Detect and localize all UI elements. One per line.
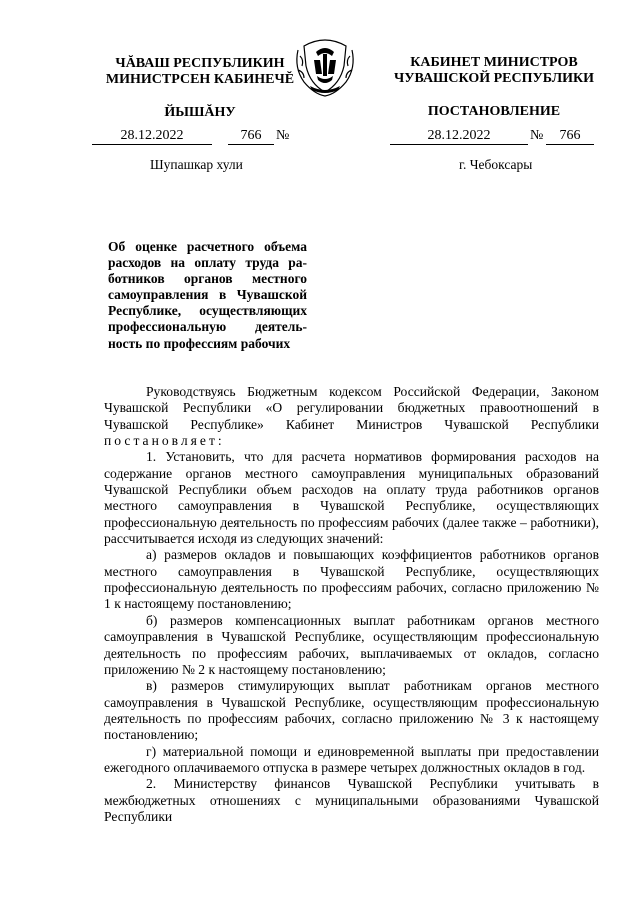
title-line: профессиональную деятель- <box>108 319 307 335</box>
header-left-line2: МИНИСТРСЕН КАБИНЕЧĔ <box>105 72 295 87</box>
title-line: ботников органов местного <box>108 271 307 287</box>
paragraph-1b: б) размеров компенсационных выплат работникам органов местного самоуправления в Чувашской Республике, осуществляющим профессиональную деятельность по профессиям рабочих, выплачиваемых от окладов, согласно приложению № 2 к настоящему постановлению; <box>104 612 599 677</box>
place-left: Шупашкар хули <box>150 157 243 172</box>
chuvash-coat-of-arms-icon <box>290 30 360 100</box>
title-line: расходов на оплату труда ра- <box>108 255 307 271</box>
header-left <box>80 56 320 121</box>
place-right: г. Чебоксары <box>459 157 533 172</box>
header-right-line2: ЧУВАШСКОЙ РЕСПУБЛИКИ <box>393 71 595 86</box>
number-right: 766 <box>546 128 594 145</box>
paragraph-1c: в) размеров стимулирующих выплат работникам органов местного самоуправления в Чувашской Республике, осуществляющим профессиональную деятельность по профессиям рабочих, согласно приложению № 3 к настоящему постановлению; <box>104 678 599 743</box>
date-line-left <box>92 128 312 146</box>
header-right-doc-type: ПОСТАНОВЛЕНИЕ <box>427 104 561 119</box>
header-left-doc-type: ЙЫШĂНУ <box>164 105 236 120</box>
date-left: 28.12.2022 <box>92 128 212 145</box>
resolves-word: постановляет: <box>104 433 225 449</box>
paragraph-1d: г) материальной помощи и единовременной выплаты при предоставлении ежегодного оплачиваемого отпуска в размере четырех должностных окладов в год. <box>104 743 599 775</box>
number-left: 766 <box>228 128 274 145</box>
intro-paragraph <box>104 384 599 449</box>
paragraph-1a: а) размеров окладов и повышающих коэффициентов работников органов местного самоуправления в Чувашской Республике, осуществляющих профессиональную деятельность по профессиям рабочих, согласно приложению № 1 к настоящему постановлению; <box>104 547 599 612</box>
intro-text: Руководствуясь Бюджетным кодексом Российской Федерации, Законом Чувашской Республики «О регулировании бюджетных правоотношений в Чувашской Республике» Кабинет Министров Чувашской Республики <box>104 384 599 432</box>
paragraph-1: 1. Установить, что для расчета нормативов формирования расходов на содержание органов местного самоуправления муниципальных образований Чувашской Республики объем расходов на оплату труда работников органов местного самоуправления в Чувашской Республике, осуществляющих профессиональную деятельность по профессиям рабочих (далее также – работники), рассчитывается исходя из следующих значений: <box>104 449 599 547</box>
title-line: самоуправления в Чувашской <box>108 287 307 303</box>
header-right-line1: КАБИНЕТ МИНИСТРОВ <box>410 55 578 70</box>
paragraph-2: 2. Министерству финансов Чувашской Республики учитывать в межбюджетных отношениях с муниципальными образованиями Чувашской Республики <box>104 776 599 824</box>
header-right <box>376 55 612 120</box>
date-right: 28.12.2022 <box>390 128 528 145</box>
number-sign-right: № <box>530 128 544 143</box>
number-sign-left: № <box>276 128 290 143</box>
header-left-line1: ЧĂВАШ РЕСПУБЛИКИН <box>115 56 285 71</box>
document-title <box>108 239 307 352</box>
title-line: Республике, осуществляющих <box>108 303 307 319</box>
document-body <box>104 384 599 825</box>
title-line: Об оценке расчетного объема <box>108 239 307 254</box>
date-line-right <box>390 128 600 146</box>
title-line: ность по профессиям рабочих <box>108 335 291 351</box>
